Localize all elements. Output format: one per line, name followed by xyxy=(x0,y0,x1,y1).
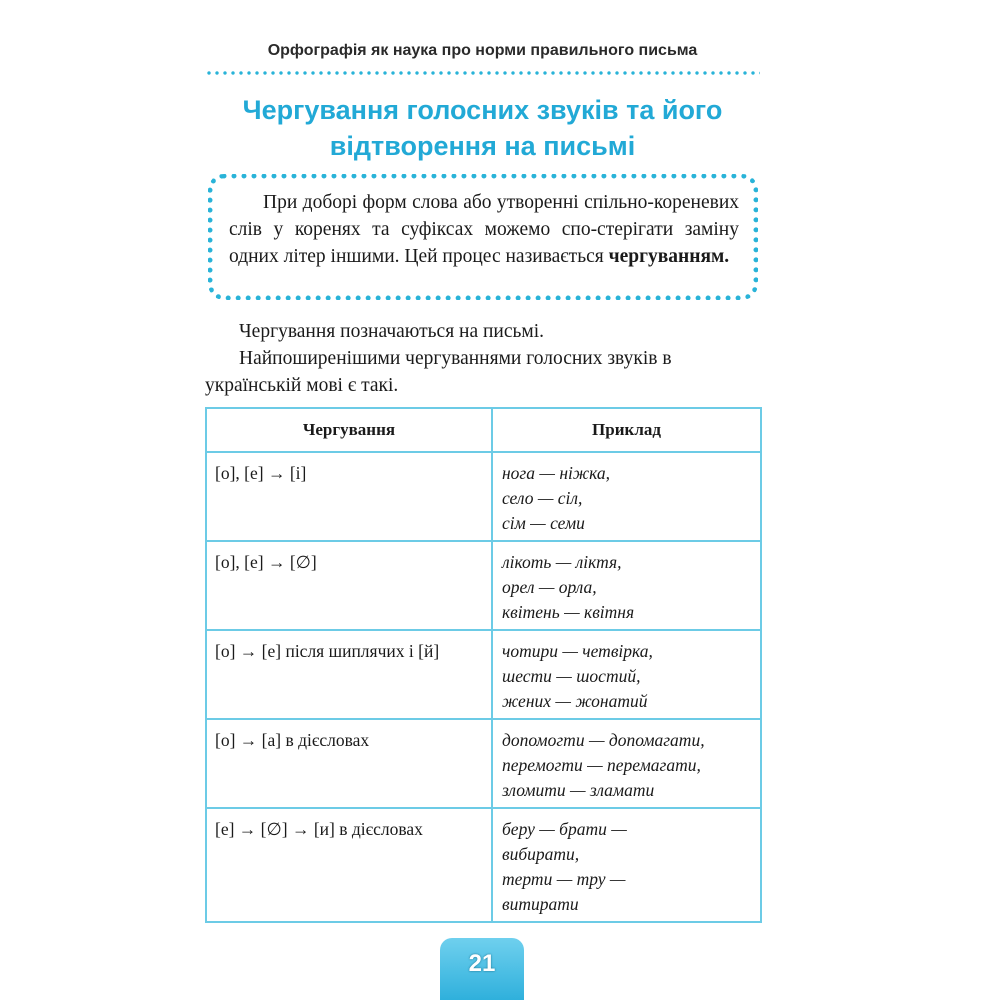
alternation-cell: [е] → [∅] → [и] в дієсловах xyxy=(206,808,492,922)
rule-text: При доборі форм слова або утворенні спільно-кореневих слів у коренях та суфіксах можемо спо-стерігати заміну одних літер іншими. Цей процес називається xyxy=(229,192,739,267)
section-title xyxy=(205,92,760,164)
paragraph-2-text: Найпоширенішими чергуваннями голосних звуків в українській мові є такі. xyxy=(205,348,672,396)
example-cell xyxy=(492,808,761,922)
example-line: витирати xyxy=(502,894,579,914)
example-line: допомогти — допомагати, xyxy=(502,730,705,750)
page-number: 21 xyxy=(468,950,496,977)
running-head: Орфографія як наука про норми правильного письма xyxy=(267,42,698,59)
title-line-2: відтворення на письмі xyxy=(329,131,636,161)
table-row xyxy=(206,808,761,922)
table-row xyxy=(206,541,761,630)
header-example: Приклад xyxy=(492,408,761,452)
alternations-table xyxy=(205,407,762,923)
example-cell xyxy=(492,719,761,808)
alternation-cell: [о], [е] → [і] xyxy=(206,452,492,541)
alternation-cell: [о], [е] → [∅] xyxy=(206,541,492,630)
example-line: чотири — четвірка, xyxy=(502,641,653,661)
example-line: перемогти — перемагати, xyxy=(502,755,701,775)
example-line: село — сіл, xyxy=(502,488,583,508)
alternation-cell: [о] → [е] після шиплячих і [й] xyxy=(206,630,492,719)
example-line: зломити — зламати xyxy=(502,780,655,800)
alternation-cell: [о] → [а] в дієсловах xyxy=(206,719,492,808)
table-header-row xyxy=(206,408,761,452)
example-line: шести — шостий, xyxy=(502,666,641,686)
paragraph-1 xyxy=(205,318,760,345)
example-cell xyxy=(492,630,761,719)
table-row xyxy=(206,452,761,541)
example-line: лікоть — ліктя, xyxy=(502,552,622,572)
rule-term: чергуванням. xyxy=(608,246,730,267)
dotted-divider xyxy=(205,71,760,75)
header-alternation: Чергування xyxy=(206,408,492,452)
table-row xyxy=(206,630,761,719)
example-cell xyxy=(492,541,761,630)
example-line: квітень — квітня xyxy=(502,602,635,622)
title-line-1: Чергування голосних звуків та його xyxy=(242,95,723,125)
table-row xyxy=(206,719,761,808)
example-line: беру — брати — xyxy=(502,819,627,839)
example-line: вибирати, xyxy=(502,844,580,864)
example-line: орел — орла, xyxy=(502,577,597,597)
paragraph-1-text: Чергування позначаються на письмі. xyxy=(239,321,545,342)
example-cell xyxy=(492,452,761,541)
paragraph-2 xyxy=(205,345,760,399)
example-line: нога — ніжка, xyxy=(502,463,611,483)
example-line: терти — тру — xyxy=(502,869,626,889)
example-line: жених — жонатий xyxy=(502,691,648,711)
rule-definition-box xyxy=(208,174,758,300)
example-line: сім — семи xyxy=(502,513,585,533)
